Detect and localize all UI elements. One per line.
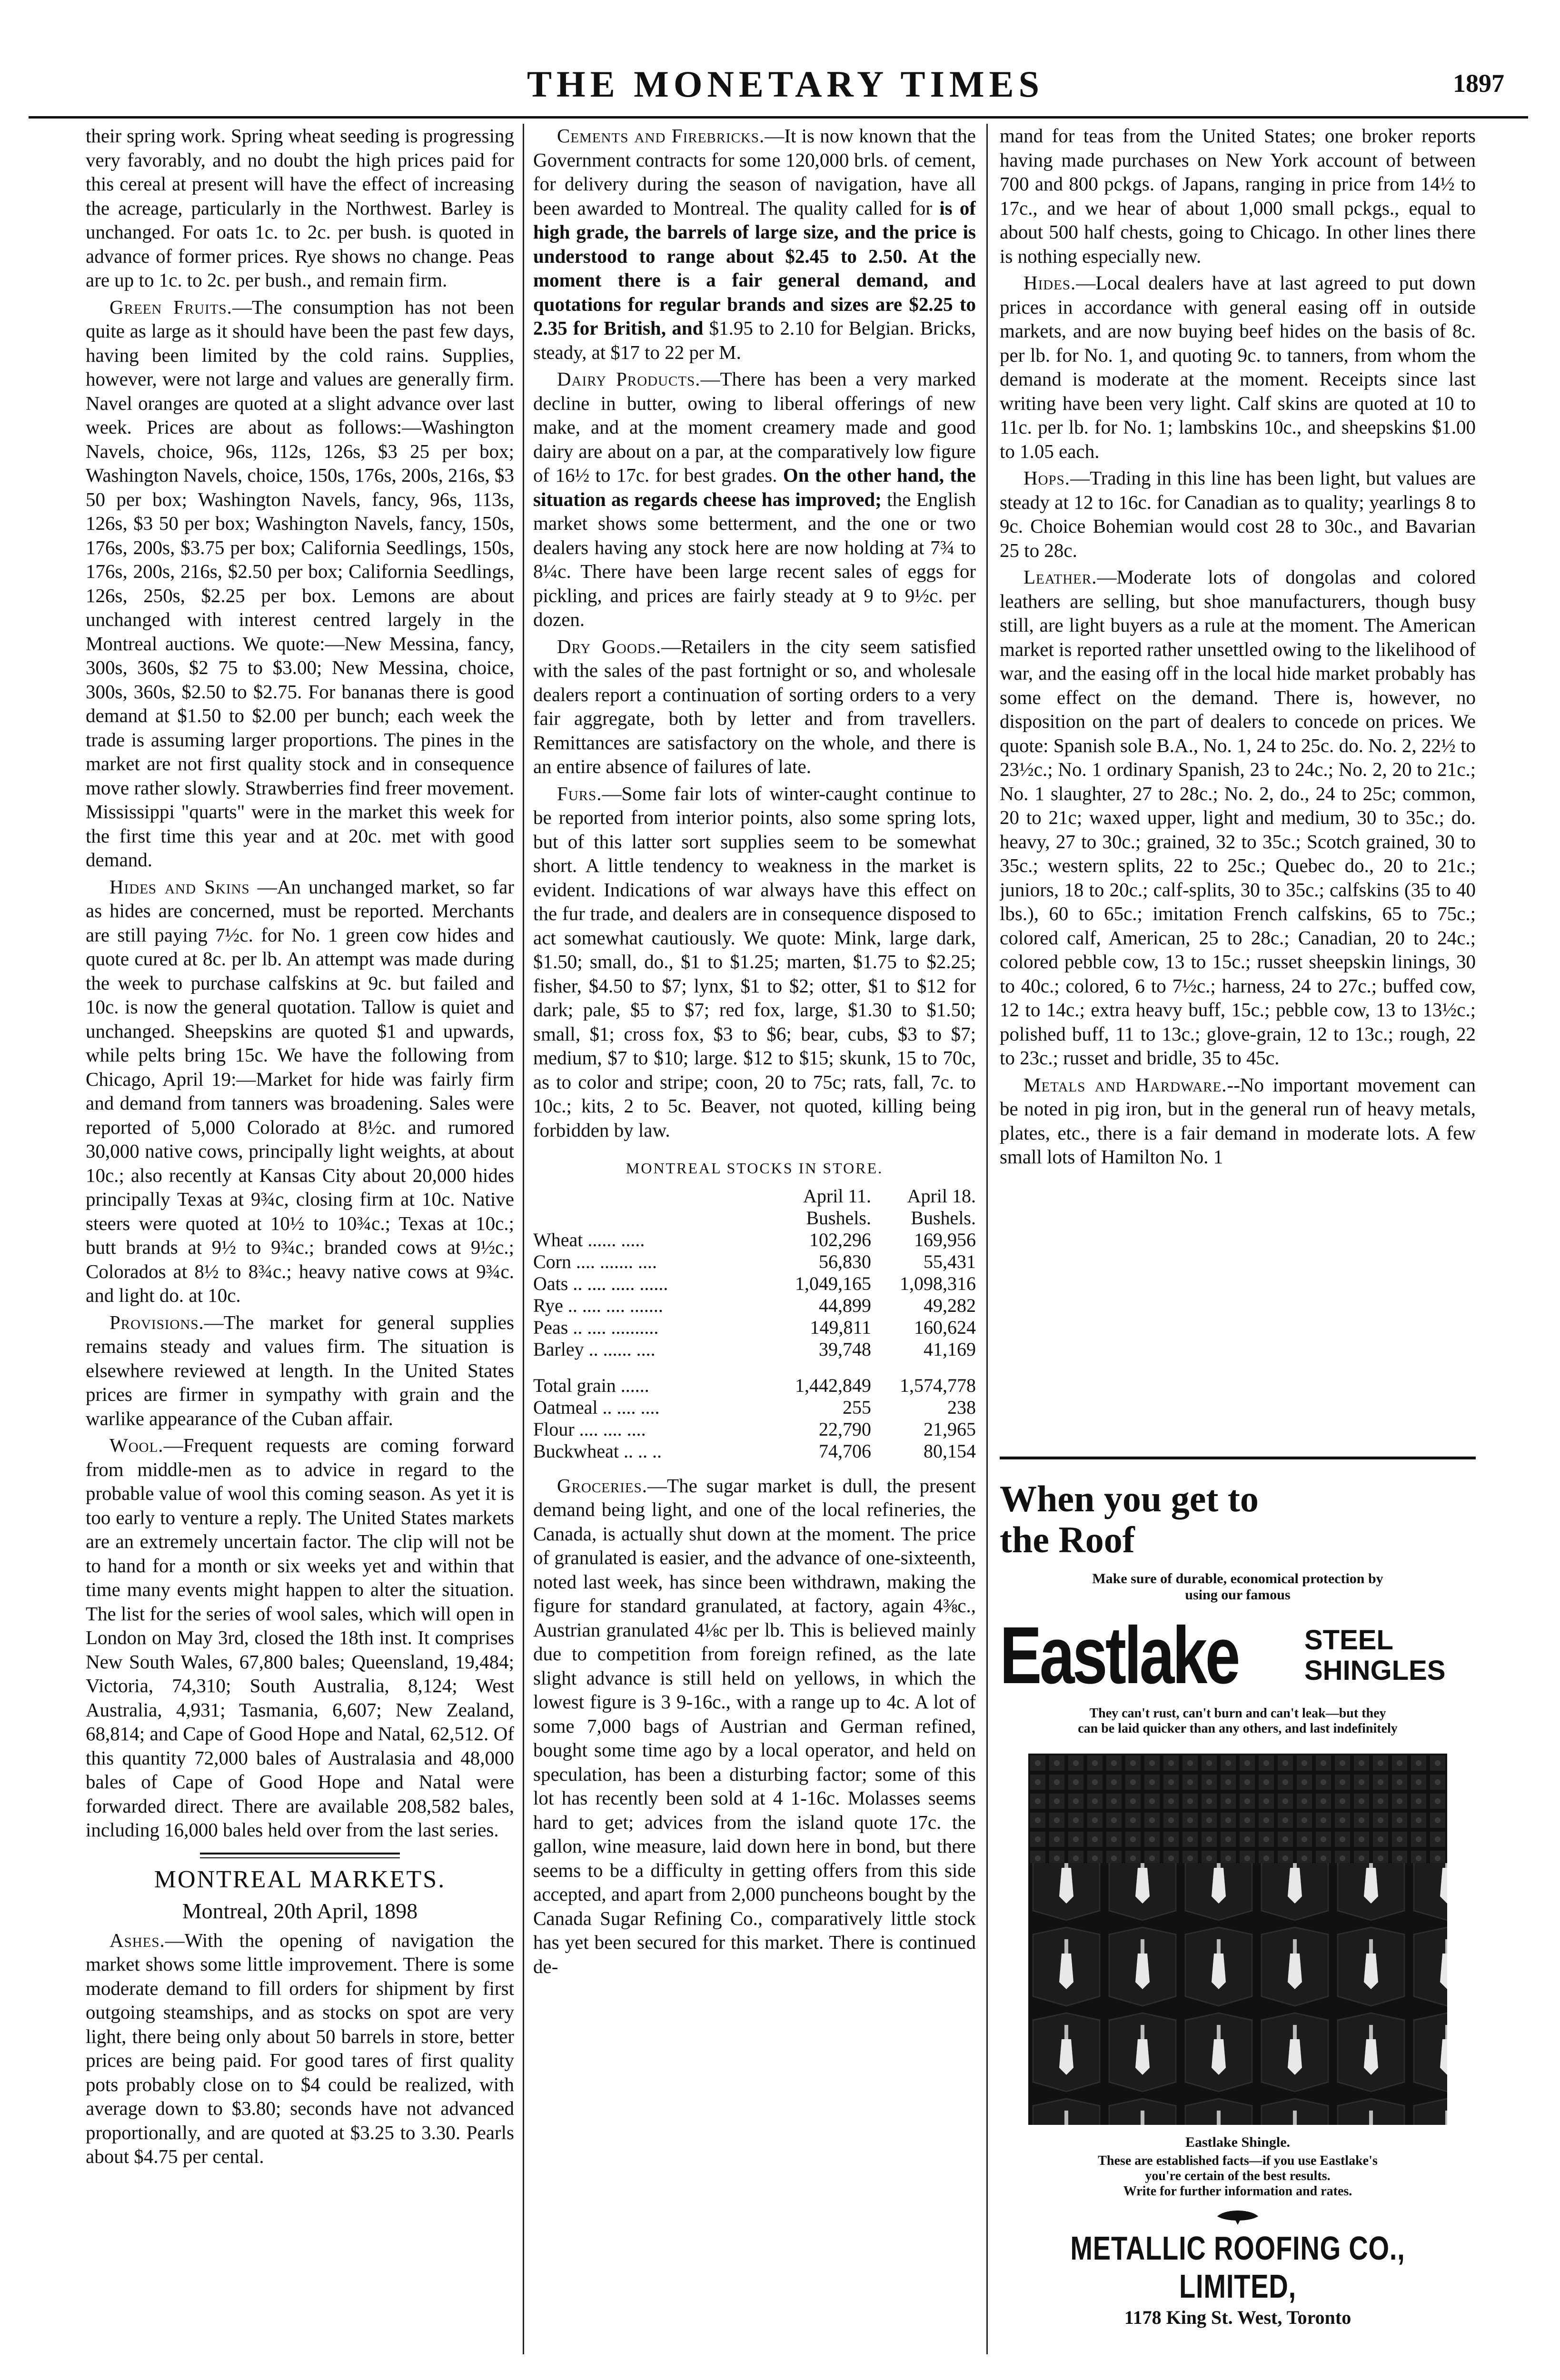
- table-spacer: [533, 1360, 976, 1375]
- table-header-cell: [533, 1207, 766, 1229]
- brand-product-label: [1304, 1625, 1446, 1686]
- ad-brand-row: [1000, 1610, 1476, 1701]
- table-cell: 169,956: [914, 1229, 976, 1250]
- table-cell: Barley .. ...... ....: [533, 1338, 656, 1360]
- masthead: [29, 59, 1528, 119]
- section-heading: Hides.: [1023, 272, 1076, 294]
- table-cell: 1,049,165: [795, 1272, 871, 1294]
- table-cell: 41,169: [924, 1338, 976, 1360]
- ad-tagline: [1000, 1706, 1476, 1736]
- paragraph-grain: their spring work. Spring wheat seeding is progressing very favorably, and no doubt the high prices paid for this cereal at present will have the effect of increasing the acreage, particularly in the Northwest. Barley is unchanged. For oats 1c. to 2c. per bush. is quoted in advance of former prices. Rye shows no change. Peas are up to 1c. to 2c. per bush., and remain firm.: [86, 125, 514, 291]
- section-title: MONTREAL MARKETS.: [154, 1865, 446, 1893]
- section-heading: Metals and Hardware.: [1023, 1073, 1227, 1096]
- table-header-cell: Bushels.: [806, 1207, 871, 1229]
- section-heading: Dry Goods.: [557, 635, 662, 657]
- table-header-cell: April 11.: [803, 1185, 871, 1207]
- ad-tagline-line: can be laid quicker than any others, and last indefinitely: [1078, 1721, 1398, 1736]
- paragraph-text: —An unchanged market, so far as hides are concerned, must be reported. Merchants are still paying 7½c. for No. 1 green cow hides and quote cured at 8c. per lb. An attempt was made during the week to purchase calfskins at 9c. but failed and 10c. is now the general quotation. Tallow is quiet and unchanged. Sheepskins are quoted $1 and upwards, while pelts bring 15c. We have the following from Chicago, April 19:—Market for hide was fairly firm and demand from tanners was broadening. Sales were reported of 5,000 Colorado at 8½c. and rumored 30,000 native cows, principally light weights, at about 10c.; also recently at Kansas City about 20,000 hides principally Texas at 9¾c, closing firm at 10c. Native steers were quoted at 10½ to 10¾c.; Texas at 10c.; butt brands at 9½ to 9¾c.; branded cows at 9½c.; Colorados at 8½ to 8¾c.; heavy native cows at 9¾c. and light do. at 10c.: [86, 875, 514, 1306]
- table-cell: 255: [843, 1396, 871, 1418]
- paragraph-leather: [1000, 565, 1476, 1070]
- paragraph-text: —The consumption has not been quite as large as it should have been the past few days, having been limited by the cold rains. Supplies, however, were not large and values are generally firm. Navel oranges are quoted at a slight advance over last week. Prices are about as follows:—Washington Navels, choice, 96s, 112s, 126s, $3 25 per box; Washington Navels, choice, 150s, 176s, 200s, 216s, $3 50 per box; Washington Navels, fancy, 96s, 113s, 126s, $3 50 per box; Washington Navels, fancy, 150s, 176s, 200s, $3.75 per box; California Seedlings, 150s, 176s, 200s, 216s, $2.50 per box; California Seedlings, 126s, 250s, $2.25 per box. Lemons are about unchanged with interest centred largely in the Montreal auctions. We quote:—New Messina, fancy, 300s, 360s, $2 75 to $3.00; New Messina, choice, 300s, 360s, $2.50 to $2.75. For bananas there is good demand at $1.50 to $2.00 per bunch; each week the trade is assuming larger proportions. The pines in the market are not first quality stock and in consequence move rather slowly. Strawberries find freer movement. Mississippi "quarts" were in the market this week for the first time this year and at 20c. met with good demand.: [86, 296, 514, 871]
- ad-subheadline: [1000, 1571, 1476, 1603]
- table-header-cell: [533, 1185, 766, 1207]
- paragraph-text: —With the opening of navigation the market shows some little improvement. There is some moderate demand to fill orders for shipment by first outgoing steamships, and as stocks on spot are very light, there being only about 50 barrels in store, better prices are being paid. For good tares of first quality pots probably close on to $4 could be realized, with average down to $3.80; seconds have not advanced proportionally, and are quoted at $3.25 to 3.30. Pearls about $4.75 per cental.: [86, 1929, 514, 2167]
- table-cell: 149,811: [810, 1316, 871, 1338]
- eastlake-advertisement: [1000, 1457, 1476, 2328]
- paragraph-hides: [1000, 271, 1476, 463]
- section-heading: Dairy Products.: [557, 368, 701, 390]
- paragraph-cements: [533, 124, 976, 364]
- section-heading: Groceries.: [557, 1474, 648, 1497]
- section-heading: Green Fruits.: [109, 296, 232, 318]
- stocks-table-title: MONTREAL STOCKS IN STORE.: [626, 1160, 884, 1177]
- paragraph-text: --No important movement can be noted in pig iron, but in the general run of heavy metals, plates, etc., there is a fair demand in moderate lots. A few small lots of Hamilton No. 1: [1000, 1073, 1476, 1168]
- paragraph-text: —The sugar market is dull, the present demand being light, and one of the local refineries, the Canada, is actually shut down at the moment. The price of granulated is easier, and the advance of one-sixteenth, noted last week, has since been withdrawn, making the figure for standard granulated, at factory, again 4⅜c., Austrian granulated 4⅛c per lb. This is believed mainly due to competition from foreign refined, as the late slight advance is still held on yellows, in which the lowest figure is 3 9-16c., with a range up to 4c. A lot of some 7,000 bags of Austrian and German refined, bought some time ago by a local operator, and held on speculation, has been a disturbing factor; some of this lot has recently been sold at 4 1-16c. Molasses seems hard to get; advices from the island quote 17c. the gallon, wine measure, laid down here in bond, but there seems to be a difficulty in getting offers from this side accepted, and apart from 2,000 puncheons bought by the Canada Sugar Refining Co., comparatively little stock has yet been secured for this market. There is continued de-: [533, 1474, 976, 1977]
- table-cell: 44,899: [819, 1294, 871, 1316]
- table-header-cell: Bushels.: [911, 1207, 976, 1229]
- table-cell: 39,748: [819, 1338, 871, 1360]
- ad-headline: [1000, 1478, 1476, 1560]
- brand-product-line: SHINGLES: [1304, 1655, 1446, 1686]
- column-1: [86, 124, 514, 2354]
- table-cell: 22,790: [819, 1418, 871, 1440]
- table-cell: Buckwheat .. .. ..: [533, 1440, 662, 1462]
- paragraph-dairy: [533, 367, 976, 632]
- paragraph-furs: [533, 782, 976, 1142]
- column-2: [533, 124, 976, 2354]
- table-total-row: [533, 1375, 976, 1397]
- paragraph-hides-skins: [86, 875, 514, 1308]
- table-row: [533, 1251, 976, 1273]
- paragraph-hops: [1000, 466, 1476, 562]
- paragraph-ashes: [86, 1928, 514, 2169]
- publication-title: THE MONETARY TIMES: [527, 63, 1044, 105]
- paragraph-dry-goods: [533, 635, 976, 779]
- table-header-cell: April 18.: [907, 1185, 976, 1207]
- paragraph-wool: [86, 1433, 514, 1842]
- table-cell: 1,442,849: [795, 1374, 871, 1396]
- section-heading: Hides and Skins: [109, 875, 250, 898]
- ad-headline-line: the Roof: [1000, 1519, 1135, 1560]
- section-divider: [200, 1857, 400, 1858]
- table-cell: 80,154: [924, 1440, 976, 1462]
- company-name: METALLIC ROOFING CO., LIMITED,: [1070, 2230, 1405, 2305]
- table-cell: 74,706: [819, 1440, 871, 1462]
- table-row: [533, 1295, 976, 1317]
- ad-facts-line: These are established facts—if you use Eastlake's: [1098, 2153, 1378, 2168]
- paragraph-text: —Retailers in the city seem satisfied with the sales of the past fortnight or so, and wholesale dealers report a continuation of sorting orders to a very fair aggregate, both by letter and from travellers. Remittances are satisfactory on the whole, and there is an entire absence of failures of late.: [533, 635, 976, 777]
- ad-subheadline-line: using our famous: [1185, 1587, 1291, 1603]
- paragraph-text: —Trading in this line has been light, but values are steady at 12 to 16c. for Canadian as to quality; yearlings 8 to 9c. Choice Bohemian would cost 28 to 30c., and Bavarian 25 to 28c.: [1000, 467, 1476, 561]
- paragraph-metals: [1000, 1073, 1476, 1169]
- table-cell: 49,282: [924, 1294, 976, 1316]
- table-cell: 21,965: [924, 1418, 976, 1440]
- paragraph-text: —Some fair lots of winter-caught continue to be reported from interior points, also some spring lots, but of this latter sort supplies seem to be somewhat short. A little tendency to weakness in the market is evident. Indications of war always have this effect on the fur trade, and dealers are in consequence disposed to act somewhat cautiously. We quote: Mink, large dark, $1.50; small, do., $1 to $1.25; marten, $1.75 to $2.25; fisher, $4.50 to $7; lynx, $1 to $2; otter, $1 to $12 for dark; pale, $5 to $7; red fox, large, $1.30 to $1.50; small, $1; cross fox, $3 to $6; bear, cubs, $3 to $7; medium, $7 to $10; large. $12 to $15; skunk, 15 to 70c, as to color and stripe; coon, 20 to 75c; rats, fall, 7c. to 10c.; kits, 2 to 5c. Beaver, not quoted, killing being forbidden by law.: [533, 782, 976, 1141]
- ad-subheadline-line: Make sure of durable, economical protection by: [1092, 1571, 1383, 1587]
- table-cell: Flour .... .... ....: [533, 1418, 646, 1440]
- column-3: [1000, 124, 1476, 1438]
- table-row: [533, 1339, 976, 1360]
- ad-facts: [1000, 2153, 1476, 2199]
- paragraph-bold-text: is of high grade, the barrels of large size, and the price is understood to range about $2.45 to 2.50. At the moment there is a fair general demand, and quotations for regular brands and sizes are $2.25 to 2.35 for British, and: [533, 197, 976, 339]
- table-cell: 1,574,778: [900, 1374, 976, 1396]
- table-cell: Wheat ...... .....: [533, 1229, 645, 1250]
- page-number: 1897: [1453, 69, 1504, 98]
- table-cell: 102,296: [809, 1229, 871, 1250]
- table-header-row: [533, 1207, 976, 1229]
- ad-facts-line: you're certain of the best results.: [1145, 2169, 1331, 2183]
- table-row: [533, 1229, 976, 1251]
- table-header-row: [533, 1185, 976, 1207]
- section-heading: Wool.: [109, 1434, 164, 1456]
- stocks-table: [533, 1185, 976, 1462]
- table-cell: 238: [947, 1396, 976, 1418]
- section-heading: Cements and Firebricks.: [557, 125, 765, 147]
- paragraph-text: —There has been a very marked decline in butter, owing to liberal offerings of new make, and at the moment creamery made and good dairy are about on a par, at the comparatively low figure of 16½ to 17c. for best grades.: [533, 368, 976, 486]
- table-row: [533, 1273, 976, 1295]
- table-cell: Oats .. .... ..... ......: [533, 1272, 668, 1294]
- paragraph-text: —Moderate lots of dongolas and colored leathers are selling, but shoe manufacturers, though busy still, are light buyers as a rule at the moment. The American market is reported rather unsettled owing to the likelihood of war, and the easing off in the local hide market probably has some effect on the demand. There is, however, no disposition on the part of dealers to concede on prices. We quote: Spanish sole B.A., No. 1, 24 to 25c. do. No. 2, 22½ to 23½c.; No. 1 ordinary Spanish, 23 to 24c.; No. 2, 20 to 21c.; No. 1 slaughter, 27 to 28c.; No. 2, do., 24 to 25c; common, 20 to 21c; waxed upper, light and medium, 30 to 35c.; do. heavy, 27 to 30c.; grained, 32 to 35c.; Scotch grained, 30 to 35c.; western splits, 22 to 25c.; Quebec do., 20 to 21c.; juniors, 18 to 20c.; calf-splits, 30 to 35c.; calfskins (35 to 40 lbs.), 60 to 65c.; imitation French calfskins, 65 to 75c.; colored calf, American, 25 to 28c.; Canadian, 20 to 24c.; colored pebble cow, 13 to 15c.; russet sheepskin linings, 30 to 40c.; colored, 6 to 7½c.; harness, 24 to 27c.; buffed cow, 12 to 14c.; extra heavy buff, 15c.; pebble cow, 13 to 13½c.; polished buff, 11 to 13c.; glove-grain, 12 to 13c.; rough, 22 to 23c.; russet and bridle, 35 to 45c.: [1000, 566, 1476, 1069]
- table-cell: Peas .. .... ..........: [533, 1316, 659, 1338]
- paragraph-text: —It is now known that the Government contracts for some 120,000 brls. of cement, for delivery during the season of navigation, have all been awarded to Montreal. The quality called for: [533, 125, 976, 219]
- paragraph-text: —Local dealers have at last agreed to put down prices in accordance with general easing off in outside markets, and are now buying beef hides on the basis of 8c. per lb. for No. 1, and quoting 9c. to tanners, from whom the demand is moderate at the moment. Receipts since last writing have been very light. Calf skins are quoted at 10 to 11c. per lb. for No. 1; lambskins 10c., and sheepskins $1.00 to 1.05 each.: [1000, 272, 1476, 462]
- table-cell: 56,830: [819, 1250, 871, 1272]
- table-row: [533, 1317, 976, 1339]
- paragraph-bold-text: On the other hand, the situation as regards cheese has improved;: [533, 464, 976, 510]
- ornament-icon: [1000, 2209, 1476, 2227]
- column-rule: [986, 124, 988, 2354]
- brand-wordmark: Eastlake: [1000, 1610, 1238, 1701]
- ad-headline-line: When you get to: [1000, 1478, 1259, 1519]
- company-address: 1178 King St. West, Toronto: [1124, 2307, 1351, 2328]
- brand-product-line: STEEL: [1304, 1625, 1393, 1656]
- table-cell: Total grain ......: [533, 1374, 649, 1396]
- paragraph-text: —The market for general supplies remains steady and values firm. The situation is elsewhere reviewed at length. In the United States prices are firmer in sympathy with grain and the warlike appearance of the Cuban affair.: [86, 1311, 514, 1429]
- table-row: [533, 1418, 976, 1440]
- section-divider: [200, 1853, 400, 1854]
- paragraph-text: the English market shows some betterment, and the one or two dealers having any stock here are now holding at 7¾ to 8¼c. There have been large recent sales of eggs for pickling, and prices are fairly steady at 9 to 9½c. per dozen.: [533, 488, 976, 630]
- section-heading: Furs.: [557, 782, 602, 804]
- table-cell: Corn .... ....... ....: [533, 1250, 657, 1272]
- table-cell: 1,098,316: [900, 1272, 976, 1294]
- paragraph-teas: mand for teas from the United States; one broker reports having made purchases on New York account of between 700 and 800 pckgs. of Japans, ranging in price from 14½ to 17c., and we hear of about 1,000 small pckgs., equal to about 500 half chests, going to Chicago. In other lines there is nothing especially new.: [1000, 125, 1476, 267]
- paragraph-groceries: [533, 1474, 976, 1979]
- table-cell: 160,624: [914, 1316, 976, 1338]
- table-cell: Rye .. .... .... .......: [533, 1294, 663, 1316]
- table-row: [533, 1440, 976, 1462]
- paragraph-text: —Frequent requests are coming forward from middle-men as to advice in regard to the probable value of wool this coming season. As yet it is too early to venture a reply. The United States markets are an extremely uncertain factor. The clip will not be to hand for a month or six weeks yet and within that time many events might happen to alter the situation. The list for the series of wool sales, which will open in London on May 3rd, closed the 18th inst. It comprises New South Wales, 67,800 bales; Queensland, 19,484; Victoria, 74,310; South Australia, 8,124; West Australia, 4,931; Tasmania, 6,607; New Zealand, 68,814; and Cape of Good Hope and Natal, 62,512. Of this quantity 72,000 bales of Australasia and 48,000 bales of Cape of Good Hope and Natal were forwarded direct. There are available 208,582 bales, including 16,000 bales held over from the last series.: [86, 1434, 514, 1841]
- paragraph-text: $1.95 to 2.10 for Belgian. Bricks, steady, at $17 to 22 per M.: [533, 317, 976, 363]
- table-row: [533, 1397, 976, 1418]
- section-heading: Hops.: [1023, 467, 1071, 489]
- shingle-pattern-graphic: [1028, 1754, 1447, 2125]
- section-heading: Ashes.: [109, 1929, 165, 1951]
- table-cell: 55,431: [924, 1250, 976, 1272]
- column-rule: [523, 124, 524, 2354]
- section-heading: Leather.: [1023, 566, 1097, 588]
- paragraph-provisions: [86, 1310, 514, 1431]
- paragraph-green-fruits: [86, 295, 514, 872]
- shingle-illustration: [1028, 1754, 1447, 2125]
- ad-image-caption: Eastlake Shingle.: [1185, 2134, 1291, 2150]
- table-cell: Oatmeal .. .... ....: [533, 1396, 660, 1418]
- section-heading: Provisions.: [109, 1311, 204, 1333]
- ad-tagline-line: They can't rust, can't burn and can't leak—but they: [1089, 1706, 1386, 1721]
- ad-facts-line: Write for further information and rates.: [1123, 2184, 1352, 2199]
- dateline: Montreal, 20th April, 1898: [182, 1899, 418, 1923]
